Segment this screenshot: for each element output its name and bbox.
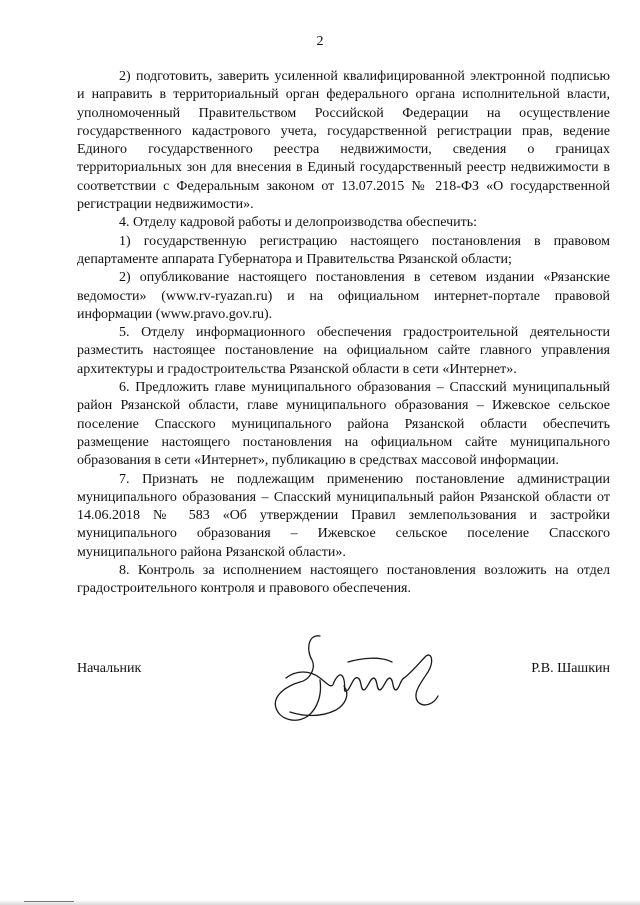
paragraph-item-7: 7. Признать не подлежащим применению постановление администрации муниципального образования – Спасский муниципальный район Рязанской области от 14.06.2018 № 583 «Об утверждении Правил землепользования и застройки муниципального образования – Ижевское сельское поселение Спасского муниципального района Рязанской области». xyxy=(77,471,610,560)
signatory-name: Р.В. Шашкин xyxy=(531,661,610,676)
paragraph-item-4: 4. Отделу кадровой работы и делопроизводства обеспечить: xyxy=(119,215,478,231)
page-number: 2 xyxy=(316,34,324,49)
paragraph-item-6: 6. Предложить главе муниципального образования – Спасский муниципальный район Рязанской области, главе муниципального образования – Ижевское сельское поселение Спасского муниципального района Рязанской области обеспечить размещение настоящего постановления на официальном сайте муниципального образования в сети «Интернет», публикацию в средствах массовой информации. xyxy=(77,380,610,469)
signatory-position: Начальник xyxy=(77,661,142,676)
paragraph-item-4-1: 1) государственную регистрацию настоящего постановления в правовом департаменте аппарата Губернатора и Правительства Рязанской области; xyxy=(77,233,610,267)
paragraph-item-4-2: 2) опубликование настоящего постановления в сетевом издании «Рязанские ведомости» (www.rv-ryazan.ru) и на официальном интернет-портале правовой информации (www.pravo.gov.ru). xyxy=(77,270,610,322)
document-body xyxy=(77,68,610,599)
paragraph-item-8: 8. Контроль за исполнением настоящего постановления возложить на отдел градостроительного контроля и правового обеспечения. xyxy=(77,563,610,597)
scan-mark xyxy=(24,901,74,902)
handwritten-signature xyxy=(262,632,442,732)
scan-edge xyxy=(0,900,640,905)
paragraph-item-3-2: 2) подготовить, заверить усиленной квалифицированной электронной подписью и направить в территориальный орган федерального органа исполнительной власти, уполномоченный Правительством Российской Федерации на осуществление государственного кадастрового учета, государственной регистрации прав, ведение Единого государственного реестра недвижимости, сведения о границах территориальных зон для внесения в Единый государственный реестр недвижимости в соответствии с Федеральным законом от 13.07.2015 № 218-ФЗ «О государственной регистрации недвижимости». xyxy=(77,69,610,213)
paragraph-item-5: 5. Отделу информационного обеспечения градостроительной деятельности разместить настоящее постановление на официальном сайте главного управления архитектуры и градостроительства Рязанской области в сети «Интернет». xyxy=(77,325,610,377)
